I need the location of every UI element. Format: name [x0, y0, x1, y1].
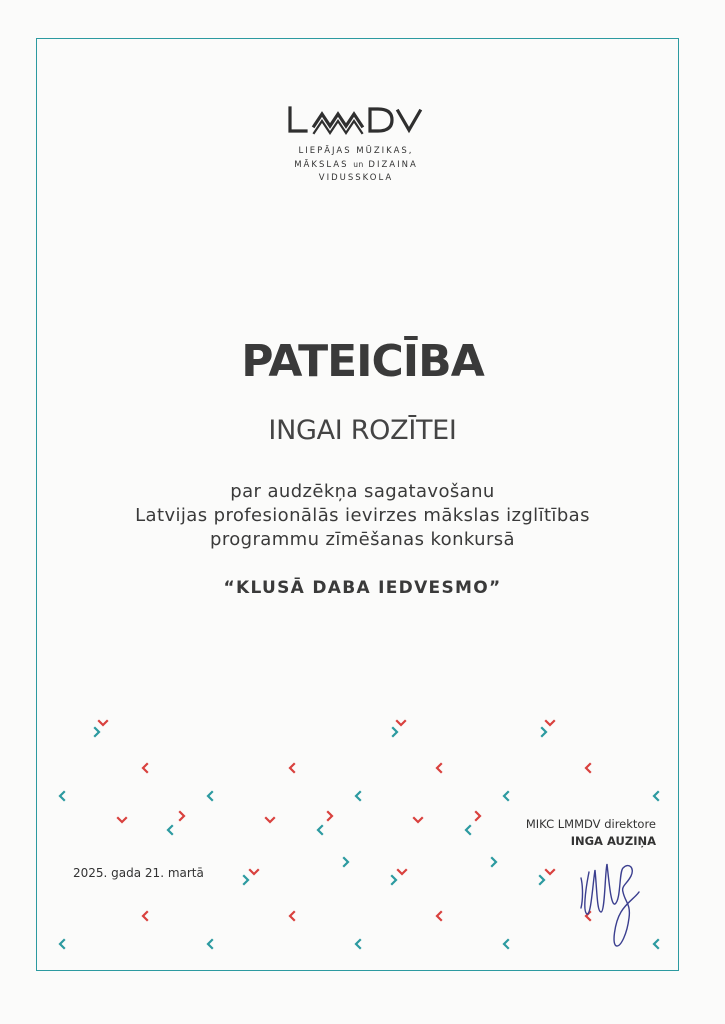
description-line-1: par audzēkņa sagatavošanu — [230, 481, 495, 502]
school-line-3: VIDUSSKOLA — [318, 173, 394, 183]
chevron-tile-1 — [60, 721, 258, 948]
signer-name: INGA AUZIŅA — [570, 834, 656, 848]
chevron-tile-2 — [266, 721, 441, 948]
school-line-2b: DIZAINA — [368, 160, 418, 170]
handwritten-signature — [575, 842, 655, 962]
certificate-title: PATEICĪBA — [241, 336, 484, 387]
contest-name: “KLUSĀ DABA IEDVESMO” — [223, 578, 502, 598]
description-line-3: programmu zīmēšanas konkursā — [210, 529, 515, 550]
school-line-2-un: un — [353, 160, 364, 169]
issue-date: 2025. gada 21. martā — [73, 866, 204, 880]
recipient-name: INGAI ROZĪTEI — [268, 415, 457, 446]
school-line-2a: MĀKSLAS — [294, 160, 349, 170]
school-line-1: LIEPĀJAS MŪZIKAS, — [298, 146, 414, 156]
description-line-2: Latvijas profesionālās ievirzes mākslas izglītības — [135, 505, 590, 526]
signer-position: MIKC LMMDV direktore — [525, 817, 656, 831]
